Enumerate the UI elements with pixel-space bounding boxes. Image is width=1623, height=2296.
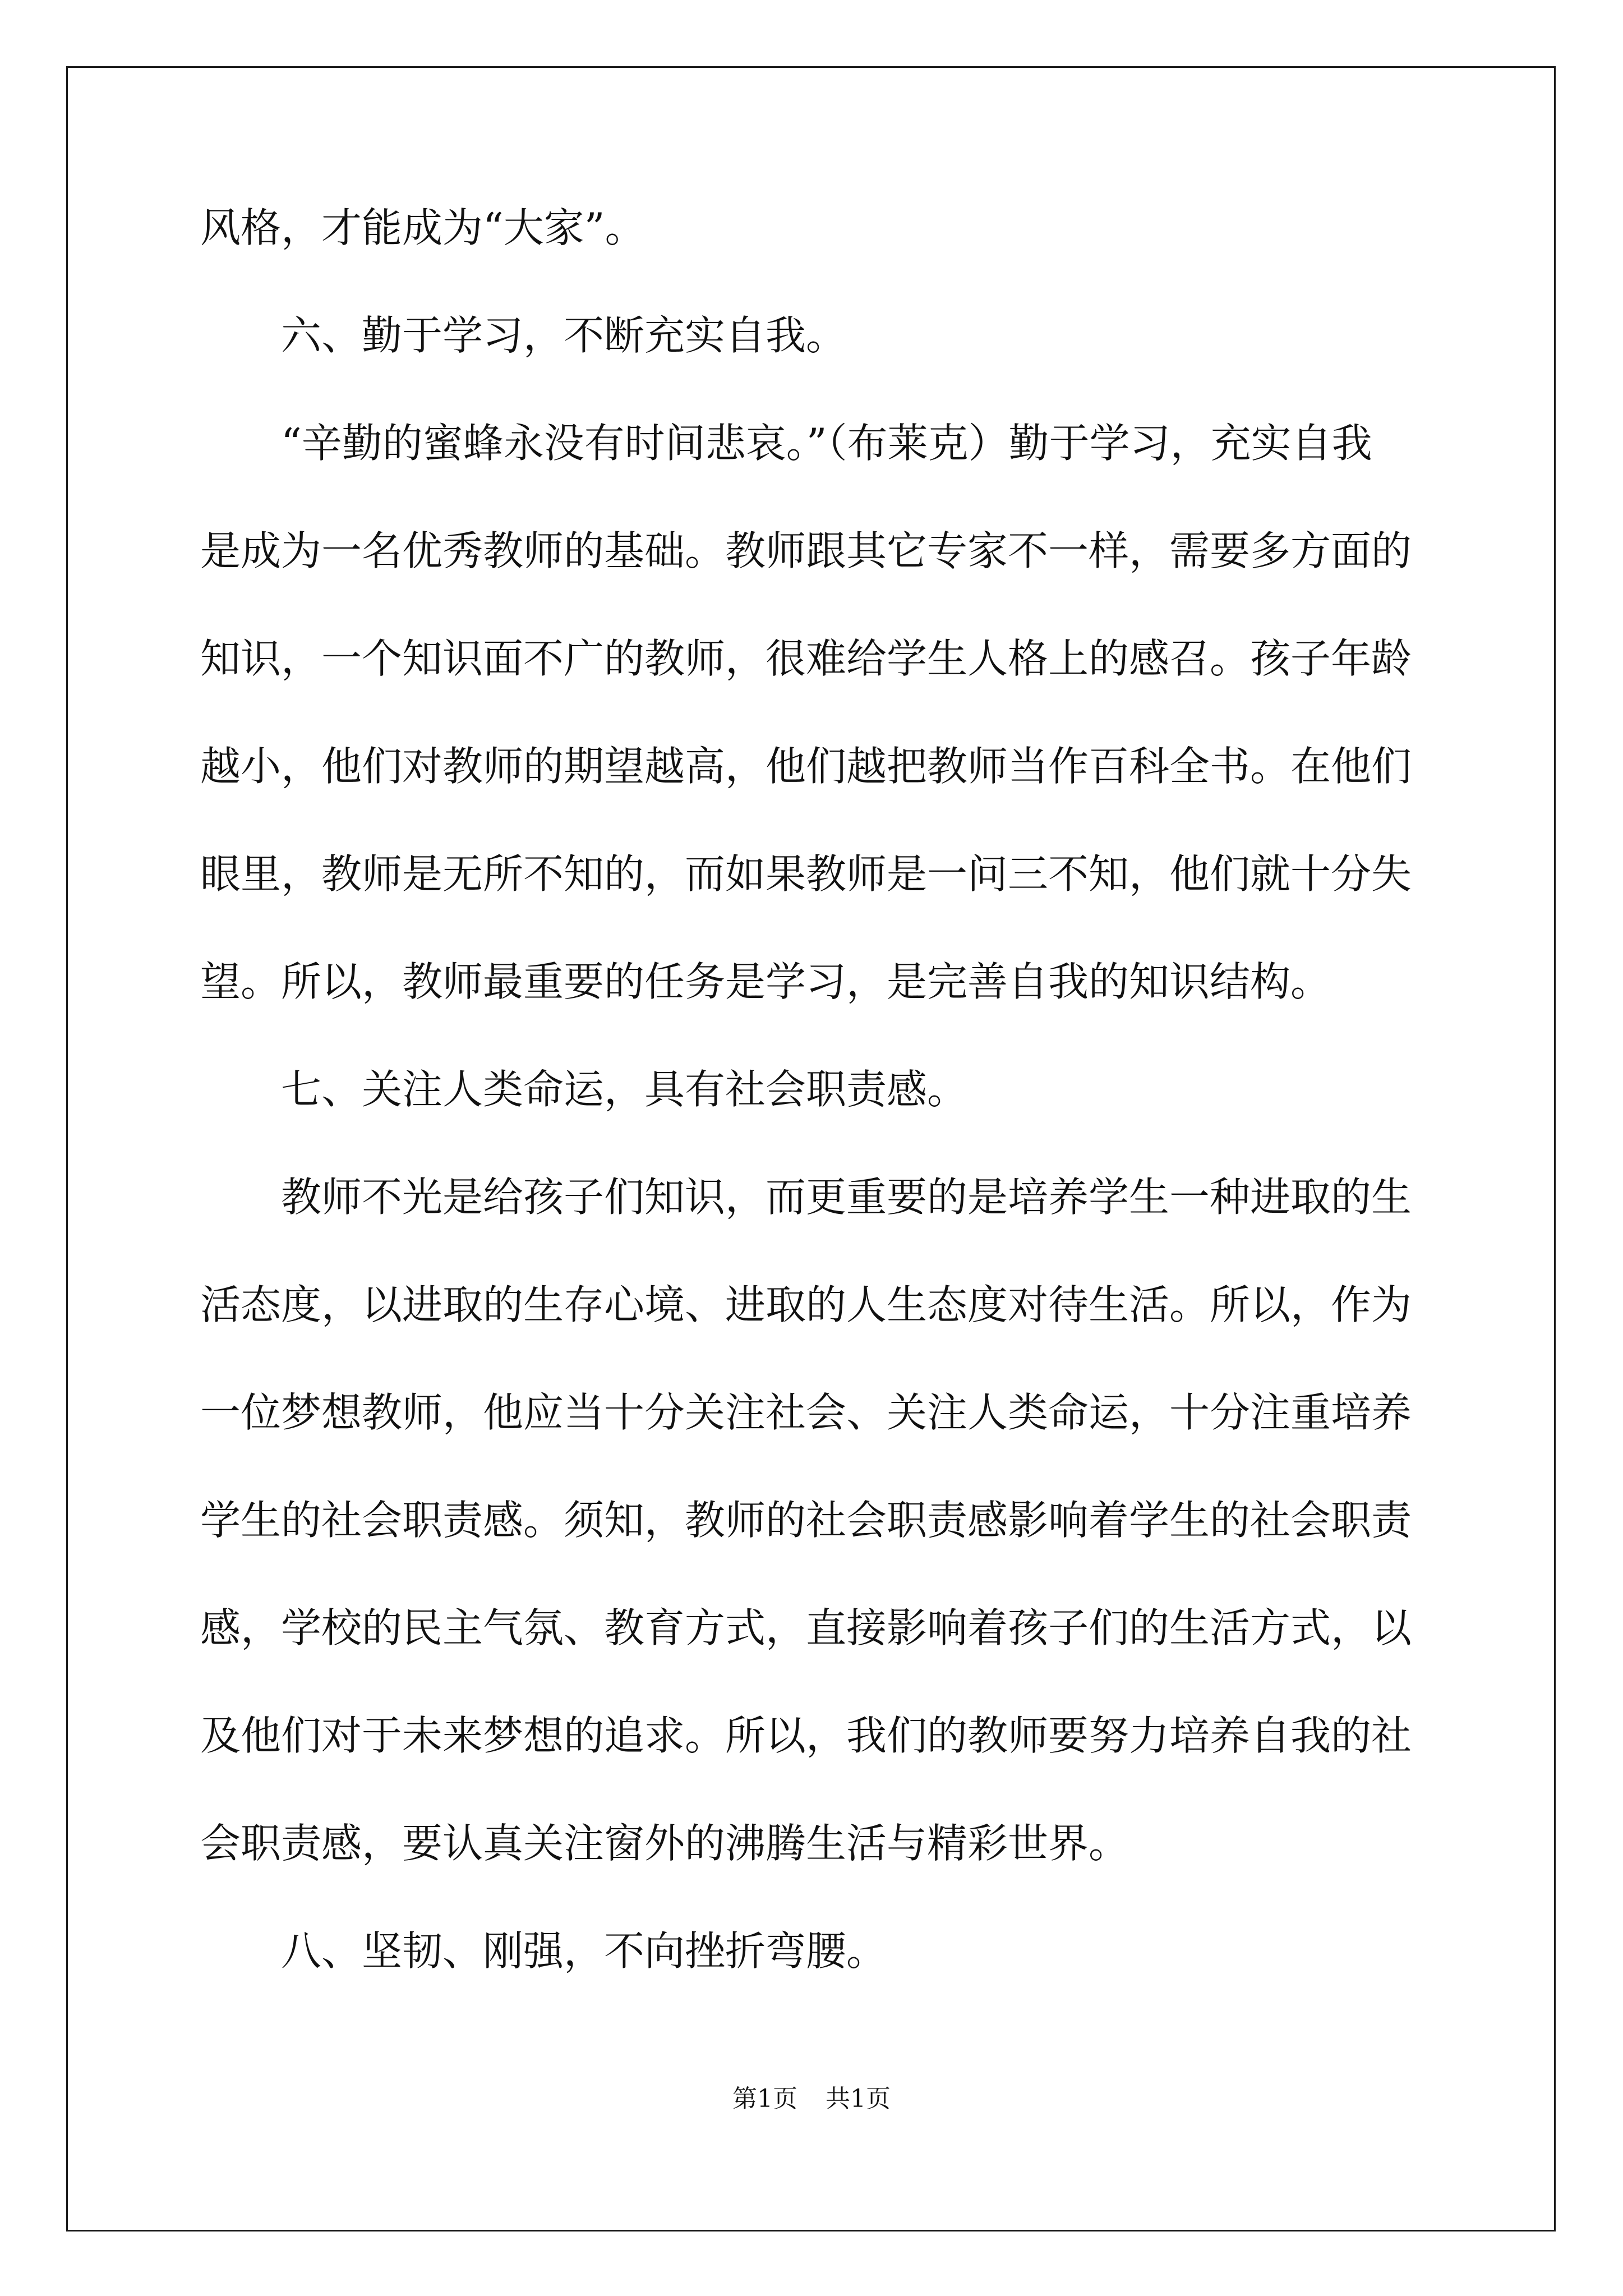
text-line-10: 教师不光是给孩子们知识，而更重要的是培养学生一种进取的生 [281,1174,1412,1221]
document-body [200,204,1431,2039]
section-heading-7: 七、关注人类命运，具有社会职责感。 [281,1066,968,1113]
text-line-16: 会职责感，要认真关注窗外的沸腾生活与精彩世界。 [200,1820,1129,1867]
text-line-6: 越小，他们对教师的期望越高，他们越把教师当作百科全书。在他们 [200,743,1412,790]
page-number: 第1页 [732,2085,797,2113]
section-heading-8: 八、坚韧、刚强，不向挫折弯腰。 [281,1927,887,1975]
text-line-14: 感，学校的民主气氛、教育方式，直接影响着孩子们的生活方式，以 [200,1604,1412,1651]
text-line-4: 是成为一名优秀教师的基础。教师跟其它专家不一样，需要多方面的 [200,527,1412,574]
page-total: 共1页 [826,2085,891,2113]
text-line-13: 学生的社会职责感。须知，教师的社会职责感影响着学生的社会职责 [200,1497,1412,1544]
text-line-11: 活态度，以进取的生存心境、进取的人生态度对待生活。所以，作为 [200,1281,1412,1328]
page-footer [0,2086,1623,2113]
text-line-5: 知识，一个知识面不广的教师，很难给学生人格上的感召。孩子年龄 [200,635,1412,682]
section-heading-6: 六、勤于学习，不断充实自我。 [281,312,847,359]
text-line-8: 望。所以，教师最重要的任务是学习，是完善自我的知识结构。 [200,958,1331,1005]
text-line-7: 眼里，教师是无所不知的，而如果教师是一问三不知，他们就十分失 [200,850,1412,898]
text-line-15: 及他们对于未来梦想的追求。所以，我们的教师要努力培养自我的社 [200,1712,1412,1759]
text-line-12: 一位梦想教师，他应当十分关注社会、关注人类命运，十分注重培养 [200,1389,1412,1436]
text-line-3: “辛勤的蜜蜂永没有时间悲哀。”（布莱克）勤于学习，充实自我 [281,420,1372,467]
text-line-1: 风格，才能成为“大家”。 [200,204,645,251]
